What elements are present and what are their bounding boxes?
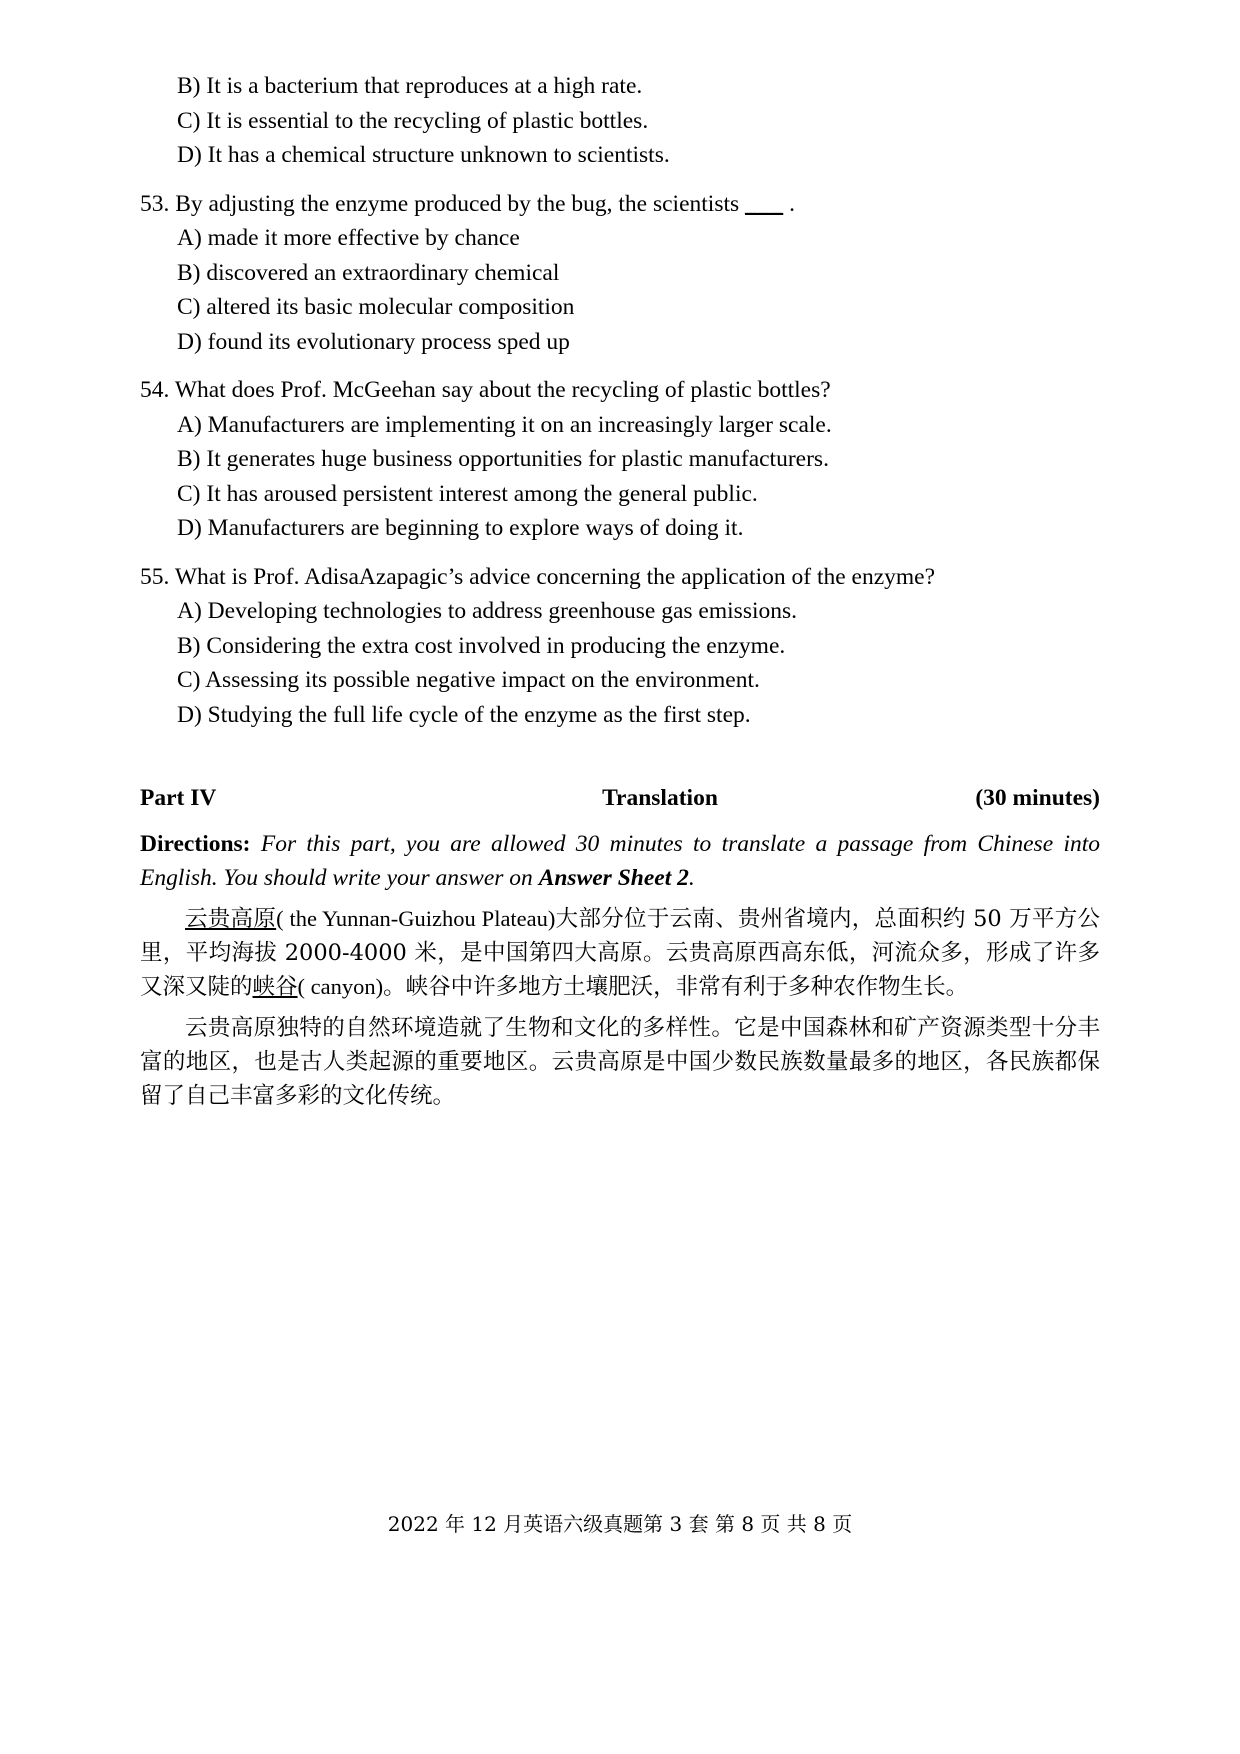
option-item: D) It has a chemical structure unknown to scientists. <box>177 142 670 168</box>
option-item: A) made it more effective by chance <box>177 225 520 251</box>
answer-blank: ___ <box>745 190 784 217</box>
option-item: B) It generates huge business opportunities for plastic manufacturers. <box>177 446 829 472</box>
option-item: A) Manufacturers are implementing it on an increasingly larger scale. <box>177 411 832 438</box>
directions-label: Directions: <box>140 831 251 857</box>
option-item: D) Studying the full life cycle of the enzyme as the first step. <box>177 701 751 728</box>
question-stem <box>140 188 1100 222</box>
option-item: A) Developing technologies to address greenhouse gas emissions. <box>177 598 798 624</box>
underlined-term-canyon: 峡谷 <box>252 974 298 1000</box>
option-item: B) Considering the extra cost involved in producing the enzyme. <box>177 632 786 659</box>
passage-text: 大部分位于云南、贵州省境内，总面积约 50 万平方公里，平均海拔 2000-4000 米，是中国第四大高原。云贵高原西高东低，河流众多，形成了许多又深又陡的 <box>140 906 1100 1000</box>
part-time-allowance: (30 minutes) <box>975 785 1100 811</box>
translation-passage-paragraph-1 <box>140 902 1100 1004</box>
question-stem: 54. What does Prof. McGeehan say about the recycling of plastic bottles? <box>140 377 831 403</box>
option-item: C) It has aroused persistent interest among the general public. <box>177 480 758 507</box>
directions-paragraph <box>140 828 1100 895</box>
question-stem-tail: . <box>783 190 796 217</box>
option-item: C) Assessing its possible negative impact on the environment. <box>177 667 760 693</box>
option-item: D) found its evolutionary process sped up <box>177 328 570 355</box>
gloss-canyon: ( canyon) <box>297 974 384 999</box>
orphan-options-group <box>140 70 1100 173</box>
question-55 <box>140 561 1100 733</box>
underlined-term-plateau: 云贵高原 <box>185 906 277 932</box>
gloss-plateau: ( the Yunnan-Guizhou Plateau) <box>276 906 556 931</box>
directions-text: For this part, you are allowed 30 minutes to translate a passage from Chinese into English. You should write your answer on <box>140 831 1101 891</box>
question-stem-text: 53. By adjusting the enzyme produced by the bug, the scientists <box>140 190 746 217</box>
part-title: Translation <box>602 785 718 811</box>
option-item: D) Manufacturers are beginning to explore ways of doing it. <box>177 515 744 541</box>
answer-sheet-emphasis: Answer Sheet 2 <box>538 864 689 891</box>
passage-text-tail: 。峡谷中许多地方土壤肥沃，非常有利于多种农作物生长。 <box>383 974 969 1000</box>
option-item: C) It is essential to the recycling of plastic bottles. <box>177 107 649 134</box>
option-item: B) discovered an extraordinary chemical <box>177 259 560 286</box>
part-iv-heading <box>140 785 1100 812</box>
option-item: C) altered its basic molecular composition <box>177 294 575 320</box>
page-footer: 2022 年 12 月英语六级真题第 3 套 第 8 页 共 8 页 <box>387 1512 853 1536</box>
part-label: Part IV <box>140 785 217 811</box>
directions-text-tail: . <box>688 864 695 891</box>
option-item: B) It is a bacterium that reproduces at a high rate. <box>177 73 643 99</box>
translation-passage-paragraph-2: 云贵高原独特的自然环境造就了生物和文化的多样性。它是中国森林和矿产资源类型十分丰富的地区，也是古人类起源的重要地区。云贵高原是中国少数民族数量最多的地区，各民族都保留了自己丰富多彩的文化传统。 <box>140 1015 1100 1109</box>
question-54 <box>140 374 1100 546</box>
question-stem: 55. What is Prof. AdisaAzapagic’s advice concerning the application of the enzyme? <box>140 563 936 590</box>
question-53 <box>140 188 1100 360</box>
